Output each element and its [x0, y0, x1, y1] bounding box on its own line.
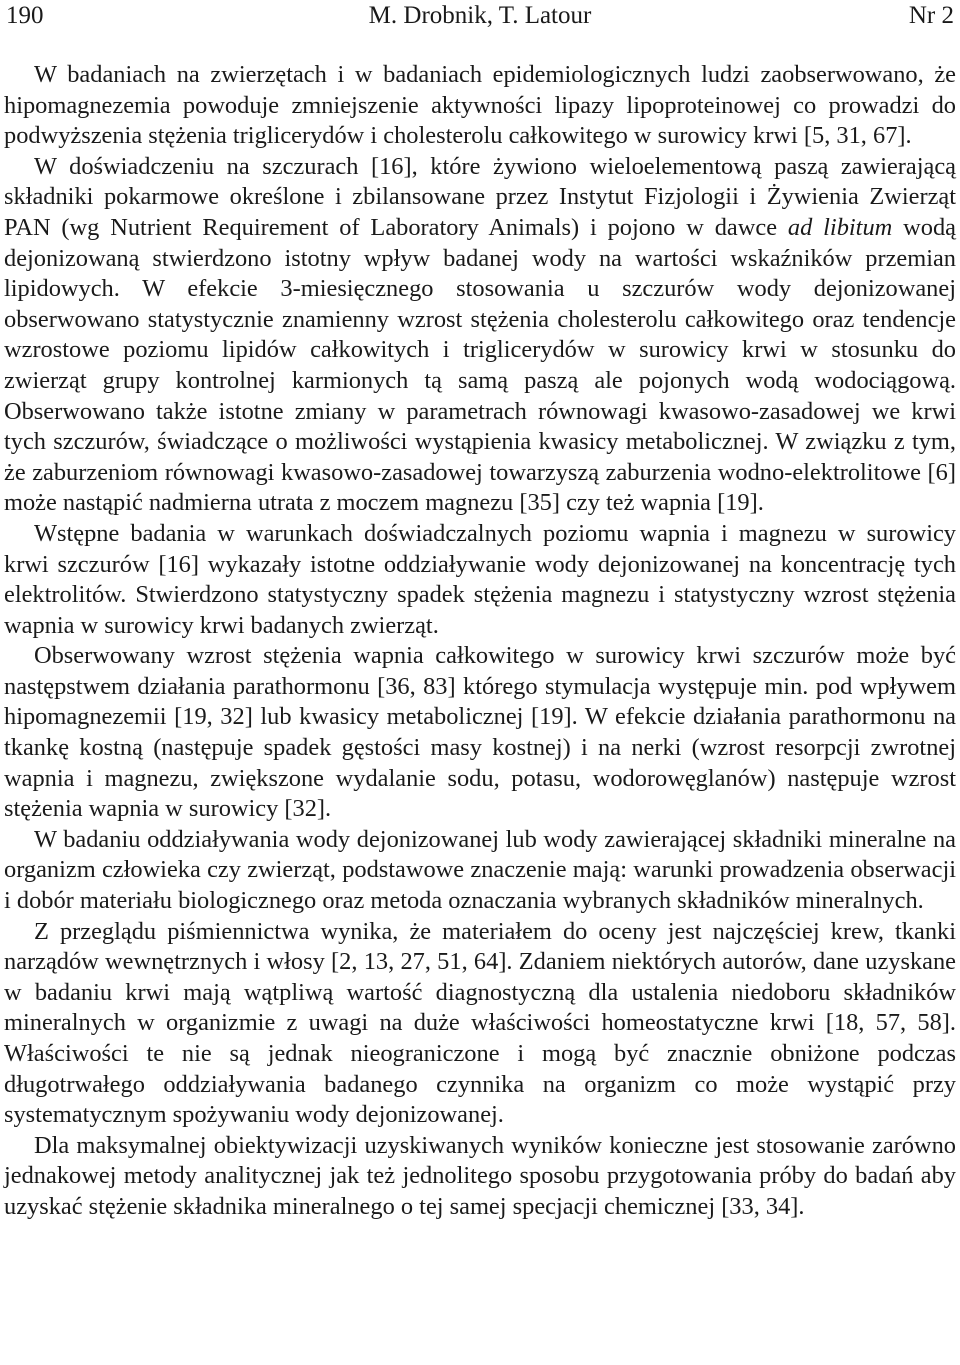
page-number: 190 — [6, 2, 44, 29]
latin-term-ad-libitum: ad libitum — [787, 213, 893, 241]
paragraph-2 — [4, 152, 956, 519]
paragraph-5: W badaniu oddziaływania wody dejonizowanej lub wody zawierającej składniki mineralne na organizm człowieka czy zwierząt, podstawowe znaczenie mają: warunki prowadzenia obserwacji i dobór materiału biologicznego oraz metoda oznaczania wybranych składników mineralnych. — [4, 825, 956, 915]
paragraph-3: Wstępne badania w warunkach doświadczalnych poziomu wapnia i magnezu w surowicy krwi szczurów [16] wykazały istotne oddziaływanie wody dejonizowanej na koncentrację tych elektrolitów. Stwierdzono statystyczny spadek stężenia magnezu i statystyczny wzrost stężenia wapnia w surowicy krwi badanych zwierząt. — [4, 519, 956, 639]
paragraph-6: Z przeglądu piśmiennictwa wynika, że materiałem do oceny jest najczęściej krew, tkanki narządów wewnętrznych i włosy [2, 13, 27, 51, 64]. Zdaniem niektórych autorów, dane uzyskane w badaniu krwi mają wątpliwą wartość diagnostyczną dla ustalenia niedoboru składników mineralnych w organizmie z uwagi na duże właściwości homeostatyczne krwi [18, 57, 58]. Właściwości te nie są jednak nieograniczone i mogą być znacznie obniżone podczas długotrwałego oddziaływania badanego czynnika na organizm co może wystąpić przy systematycznym spożywaniu wody dejonizowanej. — [4, 917, 956, 1129]
paragraph-4: Obserwowany wzrost stężenia wapnia całkowitego w surowicy krwi szczurów może być następstwem działania parathormonu [36, 83] którego stymulacja występuje min. pod wpływem hipomagnezemii [19, 32] lub kwasicy metabolicznej [19]. W efekcie działania parathormonu na tkankę kostną (następuje spadek gęstości masy kostnej) i na nerki (wzrost resorpcji zwrotnej wapnia i magnezu, zwiększone wydalanie sodu, potasu, wodorowęglanów) następuje wzrost stężenia wapnia w surowicy [32]. — [4, 642, 956, 823]
paragraph-2-part-2: wodą dejonizowaną stwierdzono istotny wpływ badanej wody na wartości wskaźników przemian lipidowych. W efekcie 3-miesięcznego stosowania u szczurów wody dejonizowanej obserwowano statystycznie znamienny wzrost stężenia cholesterolu całkowitego oraz tendencje wzrostowe poziomu lipidów całkowitych i triglicerydów w surowicy krwi w stosunku do zwierząt grupy kontrolnej karmionych tą samą paszą ale pojonych wodą wodociągową. Obserwowano także istotne zmiany w parametrach równowagi kwasowo-zasadowej we krwi tych szczurów, świadczące o możliwości wystąpienia kwasicy metabolicznej. W związku z tym, że zaburzeniom równowagi kwasowo-zasadowej towarzyszą zaburzenia wodno-elektrolitowe [6] może nastąpić nadmierna utrata z moczem magnezu [35] czy też wapnia [19]. — [4, 213, 956, 517]
paragraph-2-part-1: W doświadczeniu na szczurach [16], które żywiono wieloelementową paszą zawierającą składniki pokarmowe określone i zbilansowane przez Instytut Fizjologii i Żywienia Zwierząt PAN (wg Nutrient Requirement of Laboratory Animals) i pojono w dawce — [4, 152, 956, 241]
issue-number: Nr 2 — [908, 2, 954, 29]
paragraph-7: Dla maksymalnej obiektywizacji uzyskiwanych wyników konieczne jest stosowanie zarówno jednakowej metody analitycznej jak też jednolitego sposobu przygotowania próby do badań aby uzyskać stężenie składnika mineralnego o tej samej specjacji chemicznej [33, 34]. — [4, 1131, 956, 1220]
running-head — [4, 0, 956, 36]
paragraph-1: W badaniach na zwierzętach i w badaniach epidemiologicznych ludzi zaobserwowano, że hipomagnezemia powoduje zmniejszenie aktywności lipazy lipoproteinowej co prowadzi do podwyższenia stężenia triglicerydów i cholesterolu całkowitego w surowicy krwi [5, 31, 67]. — [4, 61, 956, 150]
running-head-authors: M. Drobnik, T. Latour — [368, 2, 592, 29]
article-body — [4, 60, 956, 1223]
